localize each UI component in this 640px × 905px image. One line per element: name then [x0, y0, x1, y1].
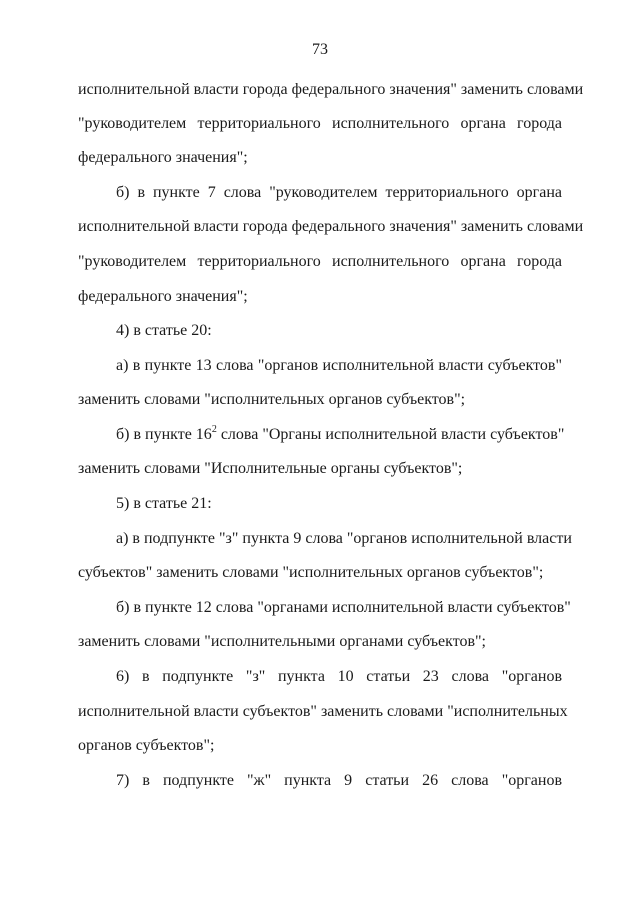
text-fragment: б) в пункте 16 — [116, 426, 212, 443]
text-line: заменить словами "исполнительными органами субъектов"; — [78, 633, 486, 650]
text-line: заменить словами "Исполнительные органы субъектов"; — [78, 460, 463, 477]
text-line: 4) в статье 20: — [116, 322, 212, 339]
text-line: б) в пункте 7 слова "руководителем территориального органа — [116, 184, 562, 201]
text-line: "руководителем территориального исполнительного органа города — [78, 115, 562, 132]
text-line: 5) в статье 21: — [116, 495, 212, 512]
text-line: 6) в подпункте "з" пункта 10 статьи 23 слова "органов — [116, 668, 562, 685]
text-line: исполнительной власти субъектов" заменить словами "исполнительных — [78, 703, 568, 720]
text-line — [116, 423, 565, 446]
text-line: исполнительной власти города федерального значения" заменить словами — [78, 81, 584, 98]
text-line: заменить словами "исполнительных органов субъектов"; — [78, 391, 466, 408]
text-line: субъектов" заменить словами "исполнительных органов субъектов"; — [78, 564, 544, 581]
text-line: федерального значения"; — [78, 288, 248, 305]
text-line: 7) в подпункте "ж" пункта 9 статьи 26 слова "органов — [116, 772, 562, 789]
text-line: б) в пункте 12 слова "органами исполнительной власти субъектов" — [116, 599, 571, 616]
text-fragment: слова "Органы исполнительной власти субъектов" — [216, 426, 565, 443]
text-line: федерального значения"; — [78, 149, 248, 166]
text-line: "руководителем территориального исполнительного органа города — [78, 253, 562, 270]
text-line: органов субъектов"; — [78, 737, 215, 754]
text-line: исполнительной власти города федерального значения" заменить словами — [78, 218, 584, 235]
page-number: 73 — [312, 41, 328, 58]
text-line: а) в пункте 13 слова "органов исполнительной власти субъектов" — [116, 357, 562, 374]
text-line: а) в подпункте "з" пункта 9 слова "органов исполнительной власти — [116, 530, 572, 547]
superscript: 2 — [211, 423, 217, 435]
